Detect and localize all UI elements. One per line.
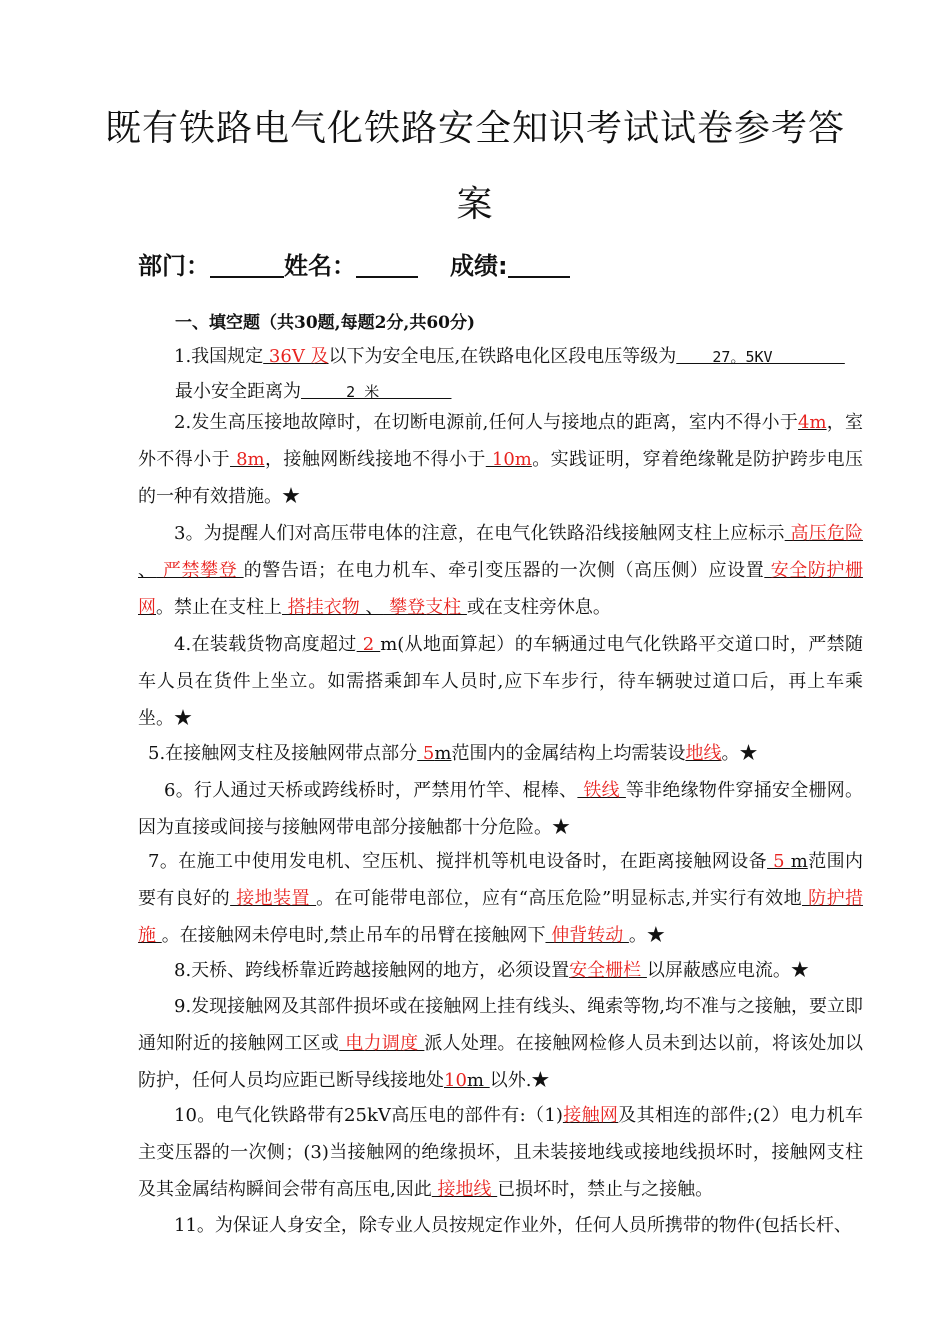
q7-text-e: 。★: [628, 925, 665, 946]
question-4: [138, 626, 863, 737]
question-9: [138, 988, 863, 1099]
department-blank: [210, 254, 284, 278]
q3-text-c: 。禁止在支柱上: [156, 597, 282, 618]
q7-text-b: 范围内要有良好的: [138, 851, 864, 909]
q3-text-d: 或在支柱旁休息。: [466, 597, 611, 618]
question-1: [138, 338, 863, 376]
q10-answer-2: 接地线: [431, 1179, 498, 1200]
q8-text-b: 以屏蔽感应电流。★: [646, 960, 809, 981]
q3-text-a: 3。为提醒人们对高压带电体的注意，在电气化铁路沿线接触网支柱上应标示: [174, 523, 785, 544]
q6-text-a: 6。行人通过天桥或跨线桥时，严禁用竹竿、棍棒、: [164, 780, 578, 801]
q2-text-b: ，室外不得小于: [138, 412, 863, 470]
q5-unit: m: [434, 743, 452, 764]
question-8: [138, 952, 863, 989]
q2-answer-3: 10m: [485, 449, 532, 470]
q3-text-sep-2: 、: [365, 597, 384, 618]
score-blank: [508, 254, 570, 278]
section-heading-fill-in: 一、填空题（共30题,每题2分,共60分): [175, 313, 476, 333]
q5-answer-2: 地线: [685, 743, 722, 764]
q4-answer-1: 2: [356, 634, 381, 655]
q9-unit: m: [466, 1070, 490, 1091]
q10-answer-1: 接触网: [562, 1105, 619, 1126]
q10-text-c: 已损坏时，禁止与之接触。: [497, 1179, 714, 1200]
q5-answer-1: 5: [417, 743, 435, 764]
q3-answer-2: 严禁攀登: [156, 560, 244, 581]
q9-text-c: 以外.★: [489, 1070, 550, 1091]
q3-text-sep-1: 、: [138, 560, 157, 581]
question-6: [138, 772, 863, 846]
q7-text-a: 7。在施工中使用发电机、空压机、搅拌机等机电设备时，在距离接触网设备: [148, 851, 768, 872]
q11-text-a: 11。为保证人身安全，除专业人员按规定作业外，任何人员所携带的物件(包括长杆、: [174, 1215, 852, 1236]
q3-answer-4: 搭挂衣物: [282, 597, 366, 618]
q9-text-b: 派人处理。在接触网检修人员未到达以前，将该处加以防护，任何人员均应距已断导线接地处: [138, 1033, 864, 1091]
q8-text-a: 8.天桥、跨线桥靠近跨越接触网的地方，必须设置: [174, 960, 570, 981]
q2-text-d: 。实践证明，穿着绝缘靴是防护跨步电压的一种有效措施。★: [138, 449, 864, 507]
q1-text-b: 以下为安全电压,在铁路电化区段电压等级为: [328, 346, 677, 367]
q2-answer-2: 8m: [229, 449, 265, 470]
department-label: 部门：: [138, 252, 210, 280]
q9-text-a: 9.发现接触网及其部件损坏或在接触网上挂有线头、绳索等物,均不准与之接触，要立即通知附近的接触网工区或: [138, 996, 863, 1054]
page-title-line-1: 既有铁路电气化铁路安全知识考试试卷参考答: [104, 108, 845, 149]
q6-answer-1: 铁线: [577, 780, 626, 801]
question-5: [148, 735, 863, 772]
q5-text-b: 范围内的金属结构上均需装设: [451, 743, 686, 764]
q1-text-a: 1.我国规定: [174, 346, 264, 367]
q3-answer-5: 攀登支柱: [383, 597, 467, 618]
q3-text-b: 的警告语；在电力机车、牵引变压器的一次侧（高压侧）应设置: [243, 560, 765, 581]
q5-text-a: 5.在接触网支柱及接触网带点部分: [148, 743, 418, 764]
q1-answer-2: 27。5KV: [676, 348, 845, 366]
name-blank: [356, 254, 418, 278]
score-label: 成绩:: [450, 252, 508, 280]
q7-text-d: 。在接触网未停电时,禁止吊车的吊臂在接触网下: [161, 925, 546, 946]
question-3: [138, 515, 863, 626]
q7-answer-2: 接地装置: [230, 888, 317, 909]
page-title-line-2: 案: [456, 184, 494, 225]
q3-answer-3: 安全防护栅网: [138, 560, 863, 618]
q1-text-c: 最小安全距离为: [175, 381, 301, 402]
q7-text-c: 。在可能带电部位，应有“高压危险”明显标志,并实行有效地: [316, 888, 803, 909]
q2-text-c: ，接触网断线接地不得小于: [264, 449, 486, 470]
q9-answer-1: 电力调度: [339, 1033, 425, 1054]
q2-text-a: 2.发生高压接地故障时，在切断电源前,任何人与接地点的距离，室内不得小于: [174, 412, 799, 433]
q1-answer-3: 2 米: [301, 383, 452, 401]
question-11: [138, 1207, 863, 1244]
question-7: [138, 843, 863, 954]
q7-answer-4: 伸背转动: [545, 925, 629, 946]
q9-answer-2: 10: [444, 1070, 467, 1091]
q7-answer-1: 5: [767, 851, 791, 872]
exam-header-fields: [138, 246, 570, 281]
q4-text-b: m(从地面算起）的车辆通过电气化铁路平交道口时，严禁随车人员在货件上坐立。如需搭乘卸车人员时,应下车步行，待车辆驶过道口后，再上车乘坐。★: [138, 634, 863, 729]
q5-text-c: 。★: [721, 743, 758, 764]
name-label: 姓名：: [284, 252, 356, 280]
q10-text-a: 10。电气化铁路带有25kV高压电的部件有:（1): [174, 1105, 563, 1126]
q6-text-b: 等非绝缘物件穿捅安全栅网。因为直接或间接与接触网带电部分接触都十分危险。★: [138, 780, 863, 838]
q1-answer-1: 36V 及: [263, 346, 329, 367]
q7-unit: m: [790, 851, 808, 872]
q10-text-b: 及其相连的部件;(2）电力机车主变压器的一次侧；(3)当接触网的绝缘损坏，且未装接地线或接地线损坏时，接触网支柱及其金属结构瞬间会带有高压电,因此: [138, 1105, 863, 1200]
q7-answer-3: 防护措施: [138, 888, 864, 946]
q3-answer-1: 高压危险: [784, 523, 863, 544]
question-2: [138, 404, 863, 515]
q8-answer-1: 安全栅栏: [569, 960, 647, 981]
question-10: [138, 1097, 863, 1208]
q2-answer-1: 4m: [798, 412, 827, 433]
q4-text-a: 4.在装载货物高度超过: [174, 634, 357, 655]
